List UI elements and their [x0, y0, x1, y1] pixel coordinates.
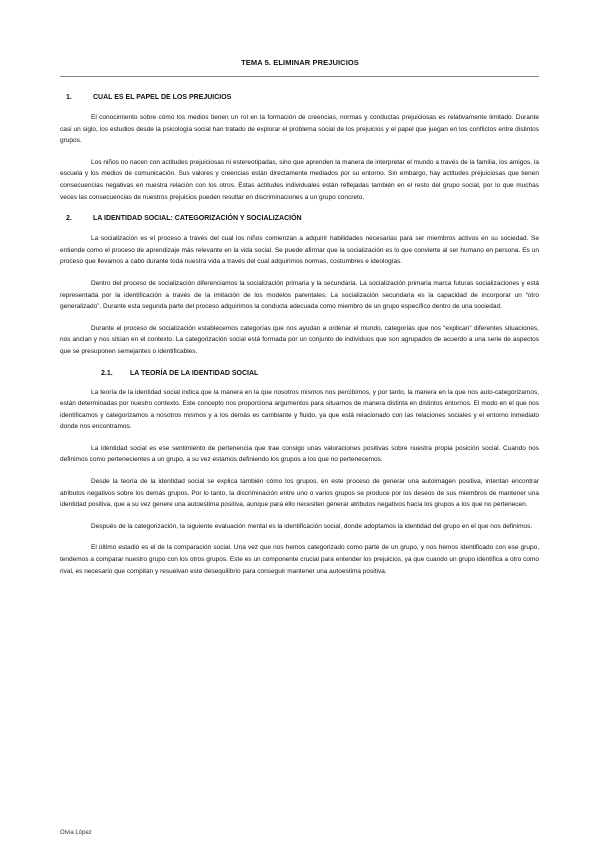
paragraph: La teoría de la identidad social indica que la manera en la que nosotros mismos nos percibimos, y por tanto, la manera en la que nos auto-categorizamos, están determinadas por nuestro contexto. Este concepto nos proporciona argumentos para situarnos de manera distinta en distintos entornos. El modo en el que nos identificamos y categorizamos a nosotros mismos y a los demás es cambiante y fluido, ya que está relacionado con las relaciones sociales y el entorno inmediato donde nos encontramos.	[60, 388, 539, 431]
section-heading-2	[66, 215, 539, 222]
section-title: LA TEORÍA DE LA IDENTIDAD SOCIAL	[130, 369, 259, 377]
page-footer-author: Olvia López	[60, 830, 92, 836]
document-title: TEMA 5. ELIMINAR PREJUICIOS	[241, 58, 359, 67]
paragraph: El último estadio es el de la comparación social. Una vez que nos hemos categorizado como parte de un grupo, y nos hemos identificado con ese grupo, tendemos a comparar nuestro grupo con los otros grupos. Este es un componente crucial para entender los prejuicios, ya que cuando un grupo identifica a otro como rival, es necesario que compitan y resuelvan este desequilibrio para conseguir mantener una autoestima positiva.	[60, 544, 539, 575]
paragraph: La socialización es el proceso a través del cual los niños comienzan a adquirir habilidades necesarias para ser miembros activos en su sociedad. Se entiende como el proceso de aprendizaje más relevante en la vida social. Se puede afirmar que la socialización es lo que convierte al ser humano en persona. Es un proceso que llevamos a cabo durante toda nuestra vida a través del cual adquirimos normas, costumbres e ideologías.	[60, 235, 539, 266]
header-divider	[60, 76, 539, 77]
paragraph: El conocimiento sobre cómo los medios tienen un rol en la formación de creencias, normas y conductas prejuiciosas es relativamente limitado. Durante casi un siglo, los estudios desde la psicología social han tratado de explorar el problema social de los prejuicios y el papel que juegan en los conflictos entre distintos grupos.	[60, 114, 539, 145]
section-number: 1.	[66, 94, 72, 101]
paragraph: Dentro del proceso de socialización diferenciamos la socialización primaria y la secundaria. La socialización primaria marca futuras socializaciones y está representada por la identificación a través de la imitación de los modelos parentales. La socialización secundaria es la capacidad de incorporar un “otro generalizado”. Durante esta segunda parte del proceso adquirimos la conducta adecuada como miembro de un grupo específico dentro de una sociedad.	[60, 279, 539, 311]
paragraph: Los niños no nacen con actitudes prejuiciosas ni estereotipadas, sino que aprenden la manera de interpretar el mundo a través de la familia, los amigos, la escuela y los medios de comunicación. Sus valores y creencias están directamente mediados por su entorno. Sin embargo, hay actitudes prejuiciosas que tienen consecuencias negativas en nuestra relación con los otros. Estas actitudes individuales están reflejadas también en el resto del grupo social, por lo que muchas veces las consecuencias de nuestros prejuicios pueden resultar en discriminaciones a un grupo concreto.	[60, 158, 539, 201]
paragraph: Después de la categorización, la siguiente evaluación mental es la identificación social, donde adoptamos la identidad del grupo en el que nos definimos.	[91, 522, 533, 530]
paragraph: Durante el proceso de socialización establecemos categorías que nos ayudan a ordenar el mundo, categorías que nos “explican” diferentes situaciones, nos anclan y nos sitúan en el contexto. La categorización social está formada por un conjunto de individuos que son agrupados de acuerdo a una serie de aspectos que se presuponen semejantes o identificables.	[60, 324, 539, 355]
section-number: 2.	[66, 215, 72, 223]
document-body	[60, 94, 539, 587]
section-heading-1	[66, 94, 539, 101]
section-title: CUAL ES EL PAPEL DE LOS PREJUICIOS	[93, 94, 232, 101]
subsection-heading-2-1	[101, 370, 539, 377]
paragraph: La identidad social es ese sentimiento de pertenencia que trae consigo unas valoraciones positivas sobre nuestra propia posición social. Cuando nos definimos como pertenecientes a un grupo, a su vez estamos definiendo los grupos a los que no pertenecemos.	[60, 444, 539, 464]
section-number: 2.1.	[101, 369, 113, 377]
section-title: LA IDENTIDAD SOCIAL: CATEGORIZACIÓN Y SOCIALIZACIÓN	[93, 215, 302, 223]
paragraph: Desde la teoría de la identidad social se explica también cómo los grupos, en este proceso de generar una autoimagen positiva, intentan encontrar atributos negativos sobre los demás grupos. Por lo tanto, la discriminación entre uno o varios grupos se produce por los deseos de sus miembros de mantener una identidad positiva, que a su vez genere una autoestima positiva, aunque para ello necesiten generar atributos negativos hacia los grupos a los que no pertenecen.	[60, 478, 539, 509]
